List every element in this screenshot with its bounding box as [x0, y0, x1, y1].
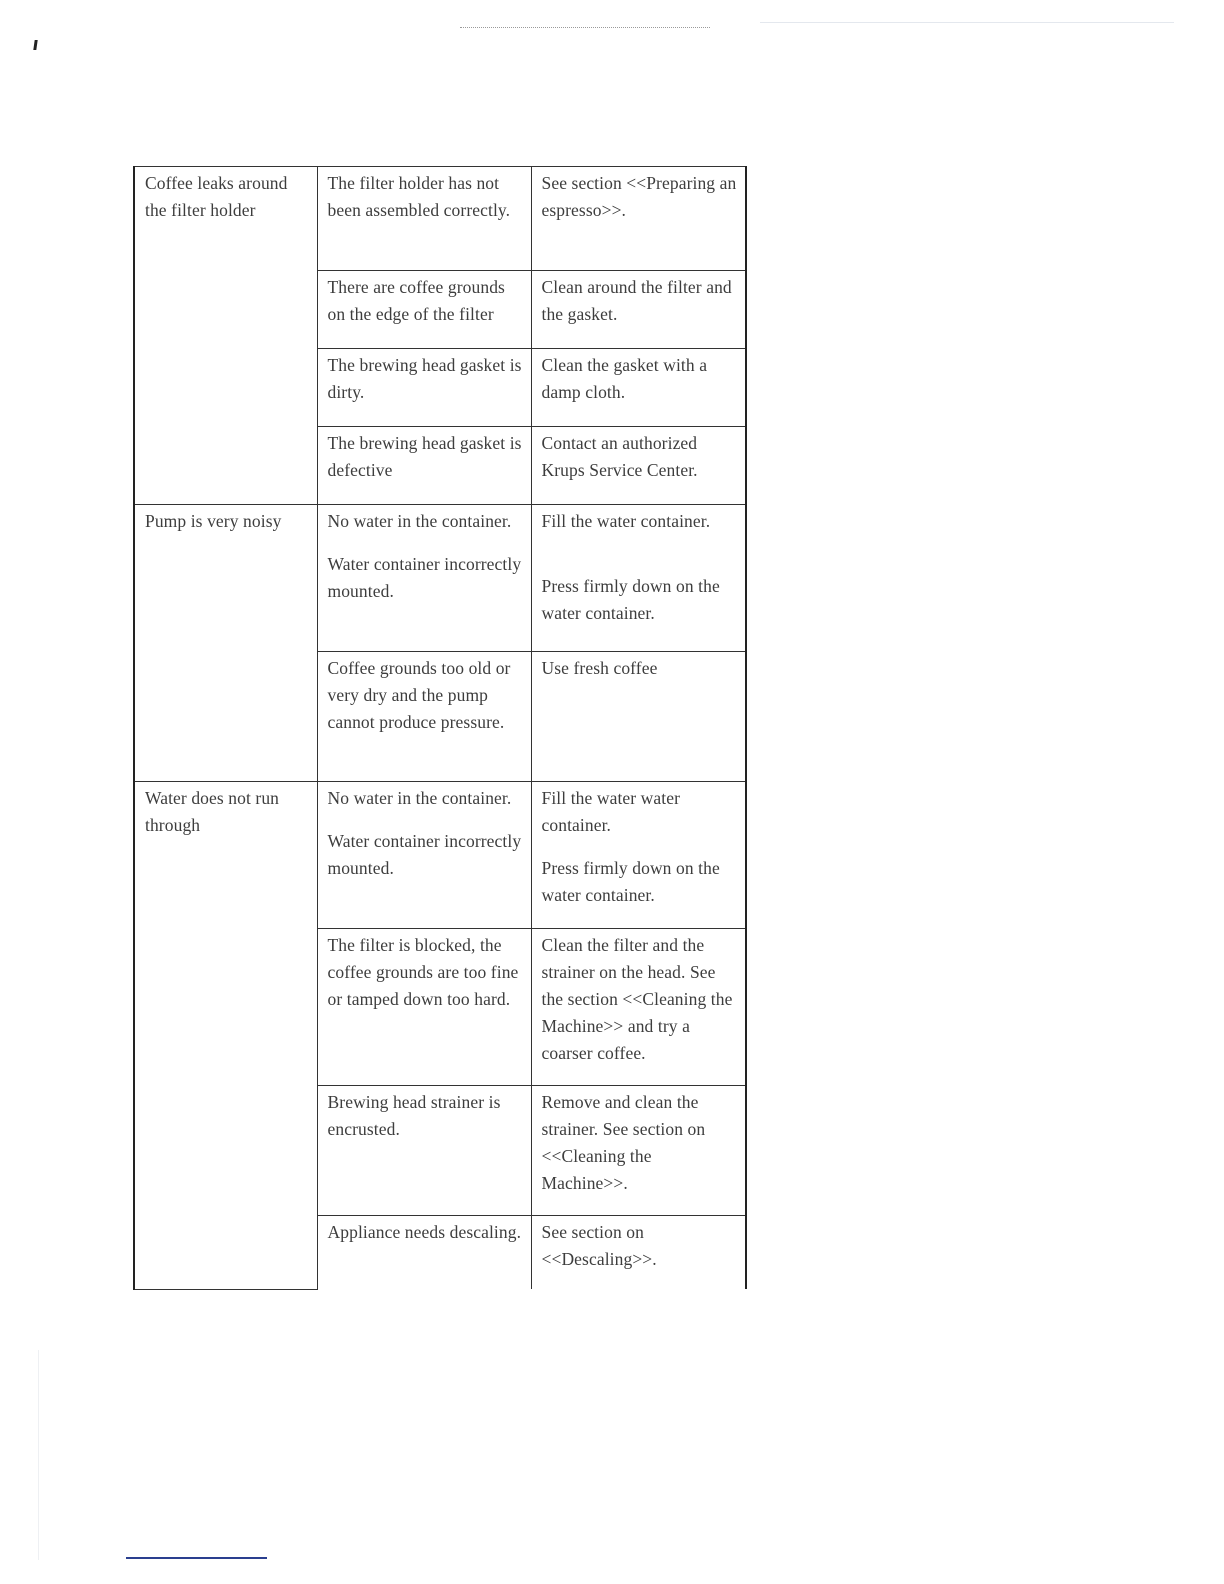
cause-cell — [317, 167, 531, 271]
remedy-cell — [531, 1086, 746, 1216]
cause-cell — [317, 929, 531, 1086]
remedy-text: Contact an authorized Krups Service Center. — [541, 433, 698, 480]
cause-text: The brewing head gasket is dirty. — [327, 355, 522, 402]
scan-artifact — [760, 22, 1174, 23]
problem-text: Water does not run through — [145, 788, 280, 835]
remedy-cell — [531, 1216, 746, 1290]
cause-cell — [317, 1216, 531, 1290]
problem-cell — [134, 167, 317, 505]
remedy-cell — [531, 167, 746, 271]
cause-text: No water in the container. — [327, 788, 512, 808]
cause-text: The filter holder has not been assembled correctly. — [327, 173, 511, 220]
remedy-text: Clean around the filter and the gasket. — [541, 277, 732, 324]
remedy-text: Remove and clean the strainer. See section on <<Cleaning the Machine>>. — [541, 1092, 706, 1193]
cause-cell — [317, 427, 531, 505]
remedy-cell — [531, 271, 746, 349]
remedy-cell — [531, 505, 746, 652]
cause-cell — [317, 505, 531, 652]
troubleshooting-table — [133, 166, 747, 1290]
table-row — [134, 505, 746, 652]
remedy-text: See section <<Preparing an espresso>>. — [541, 173, 737, 220]
scan-mark — [33, 40, 37, 50]
cause-text: The filter is blocked, the coffee grounds are too fine or tamped down too hard. — [327, 935, 519, 1009]
remedy-cell — [531, 349, 746, 427]
cause-cell — [317, 1086, 531, 1216]
remedy-text: Fill the water container. — [541, 511, 711, 531]
problem-text: Coffee leaks around the filter holder — [145, 173, 288, 220]
cause-cell — [317, 652, 531, 782]
remedy-text: Clean the gasket with a damp cloth. — [541, 355, 708, 402]
remedy-text: Press firmly down on the water container. — [541, 576, 720, 623]
remedy-cell — [531, 929, 746, 1086]
remedy-text: Clean the filter and the strainer on the head. See the section <<Cleaning the Machine>> and try a coarser coffee. — [541, 935, 733, 1063]
problem-cell — [134, 782, 317, 1290]
remedy-text: Press firmly down on the water container. — [541, 858, 720, 905]
remedy-text: See section on <<Descaling>>. — [541, 1222, 657, 1269]
cause-cell — [317, 349, 531, 427]
table-row — [134, 782, 746, 929]
cause-text: No water in the container. — [327, 511, 512, 531]
cause-text: Brewing head strainer is encrusted. — [327, 1092, 501, 1139]
problem-cell — [134, 505, 317, 782]
cause-text: There are coffee grounds on the edge of the filter — [327, 277, 505, 324]
cause-text: Appliance needs descaling. — [327, 1222, 522, 1242]
footnote-rule — [126, 1557, 267, 1559]
scan-artifact — [460, 27, 710, 29]
cause-text: The brewing head gasket is defective — [327, 433, 522, 480]
remedy-text: Fill the water water container. — [541, 788, 681, 835]
remedy-cell — [531, 782, 746, 929]
cause-text: Water container incorrectly mounted. — [327, 554, 522, 601]
remedy-text: Use fresh coffee — [541, 658, 658, 678]
remedy-cell — [531, 652, 746, 782]
cause-cell — [317, 271, 531, 349]
cause-text: Water container incorrectly mounted. — [327, 831, 522, 878]
page-edge — [38, 1350, 39, 1560]
cause-cell — [317, 782, 531, 929]
table-row — [134, 167, 746, 271]
problem-text: Pump is very noisy — [145, 511, 282, 531]
cause-text: Coffee grounds too old or very dry and the pump cannot produce pressure. — [327, 658, 511, 732]
remedy-cell — [531, 427, 746, 505]
